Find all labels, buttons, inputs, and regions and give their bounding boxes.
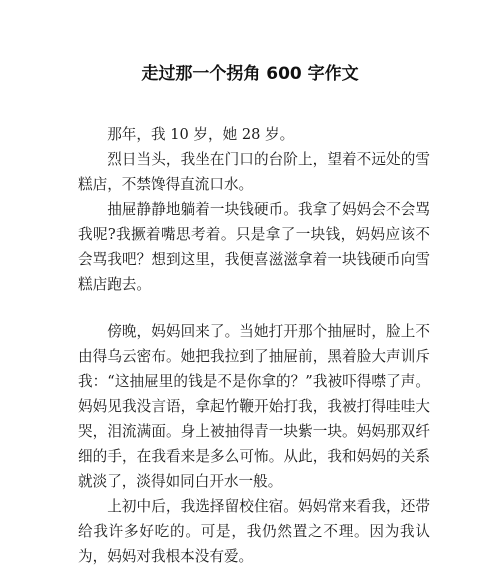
paragraph-5: 上初中后，我选择留校住宿。妈妈常来看我，还带给我许多好吃的。可是，我仍然置之不理。因为我认为，妈妈对我根本没有爱。	[78, 498, 430, 565]
paragraph-1: 那年，我 10 岁，她 28 岁。	[107, 126, 295, 143]
paragraph-3: 抽屉静静地躺着一块钱硬币。我拿了妈妈会不会骂我呢?我撅着嘴思考着。只是拿了一块钱，妈妈应该不会骂我吧？想到这里，我便喜滋滋拿着一块钱硬币向雪糕店跑去。	[78, 201, 430, 293]
essay-title: 走过那一个拐角 600 字作文	[141, 64, 359, 84]
paragraph-spacer	[78, 297, 430, 319]
paragraph-4: 傍晚，妈妈回来了。当她打开那个抽屉时，脸上不由得乌云密布。她把我拉到了抽屉前，黑着脸大声训斥我：“这抽屉里的钱是不是你拿的？”我被吓得噤了声。妈妈见我没言语，拿起竹鞭开始打我，我被打得哇哇大哭，泪流满面。身上被抽得青一块紫一块。妈妈那双纤细的手，在我看来是多么可怖。从此，我和妈妈的关系就淡了，淡得如同白开水一般。	[78, 323, 430, 490]
paragraph-2: 烈日当头，我坐在门口的台阶上，望着不远处的雪糕店，不禁馋得直流口水。	[78, 151, 430, 193]
essay-body	[78, 122, 430, 569]
